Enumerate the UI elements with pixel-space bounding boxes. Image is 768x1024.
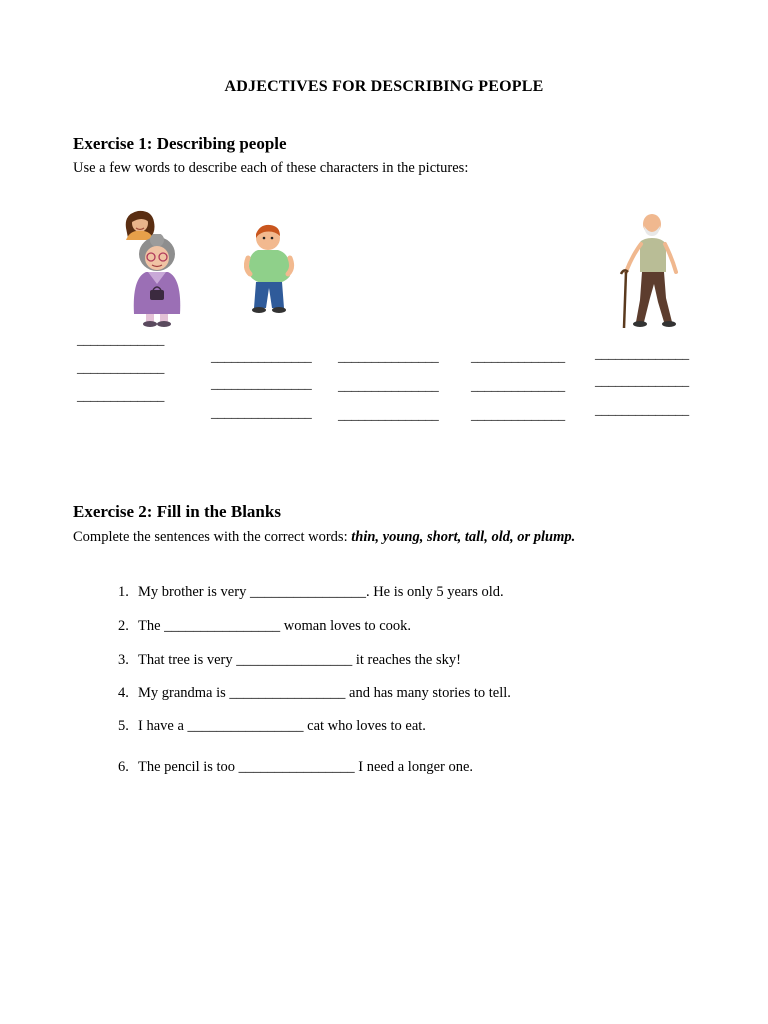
question-number: 2. — [118, 618, 129, 634]
answer-line[interactable]: ______________ — [471, 379, 565, 394]
question-item — [118, 718, 426, 735]
answer-line[interactable]: ______________ — [471, 350, 565, 365]
question-text: That tree is very ________________ it reaches the sky! — [138, 652, 461, 668]
answer-line[interactable]: ______________ — [595, 347, 689, 362]
question-text: The pencil is too ________________ I need a longer one. — [138, 759, 474, 775]
question-item — [118, 652, 461, 669]
answer-line[interactable]: _____________ — [77, 389, 165, 404]
answer-line[interactable]: ______________ — [595, 403, 689, 418]
question-item — [118, 759, 473, 776]
question-item — [118, 618, 411, 635]
answer-line[interactable]: _____________ — [77, 333, 165, 348]
answer-line[interactable]: _______________ — [211, 350, 312, 365]
question-number: 5. — [118, 718, 129, 734]
answer-line[interactable]: _______________ — [338, 350, 439, 365]
exercise2-heading: Exercise 2: Fill in the Blanks — [73, 502, 281, 521]
exercise1-instruction: Use a few words to describe each of these characters in the pictures: — [73, 160, 469, 176]
exercise1-heading: Exercise 1: Describing people — [73, 134, 287, 153]
question-number: 6. — [118, 759, 129, 775]
answer-line[interactable]: ______________ — [471, 408, 565, 423]
question-text: The ________________ woman loves to cook. — [138, 618, 412, 634]
plump-boy-image — [244, 224, 296, 316]
answer-line[interactable]: _____________ — [77, 361, 165, 376]
exercise2-instruction — [73, 529, 575, 546]
answer-line[interactable]: _______________ — [211, 377, 312, 392]
answer-line[interactable]: ______________ — [595, 374, 689, 389]
answer-line[interactable]: _______________ — [211, 406, 312, 421]
word-bank: thin, young, short, tall, old, or plump. — [351, 529, 576, 545]
question-number: 3. — [118, 652, 129, 668]
old-man-image — [614, 210, 684, 330]
question-number: 1. — [118, 584, 129, 600]
question-text: I have a ________________ cat who loves to eat. — [138, 718, 426, 734]
question-item — [118, 584, 504, 601]
instruction-text: Complete the sentences with the correct words: — [73, 529, 352, 545]
grandma-image — [126, 234, 188, 328]
answer-line[interactable]: _______________ — [338, 379, 439, 394]
page-title: ADJECTIVES FOR DESCRIBING PEOPLE — [224, 78, 544, 95]
question-text: My grandma is ________________ and has many stories to tell. — [138, 685, 511, 701]
question-number: 4. — [118, 685, 129, 701]
answer-line[interactable]: _______________ — [338, 408, 439, 423]
question-text: My brother is very ________________. He is only 5 years old. — [138, 584, 504, 600]
question-item — [118, 685, 511, 702]
